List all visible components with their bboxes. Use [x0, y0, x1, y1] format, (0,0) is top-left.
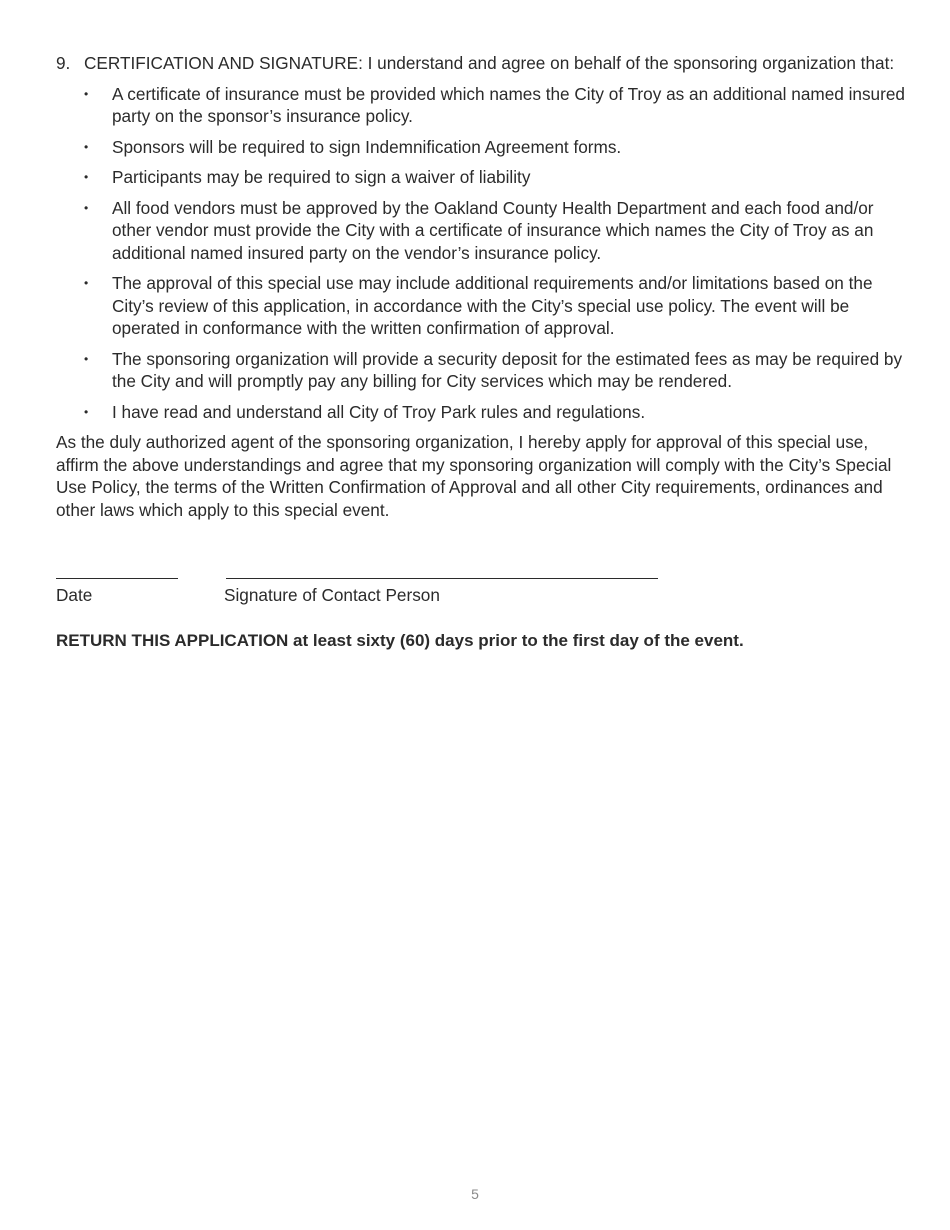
bullet-icon: •: [84, 351, 89, 366]
list-item-text: A certificate of insurance must be provided which names the City of Troy as an additional named insured party on the sponsor’s insurance policy.: [112, 83, 905, 126]
return-deadline-note: RETURN THIS APPLICATION at least sixty (60) days prior to the first day of the event.: [56, 631, 744, 650]
signature-line[interactable]: [226, 578, 658, 579]
bullet-icon: •: [84, 276, 89, 290]
section-heading: [56, 52, 906, 75]
section-number: 9.: [56, 53, 71, 73]
list-item-text: I have read and understand all City of Troy Park rules and regulations.: [112, 401, 646, 422]
requirements-list: [56, 83, 906, 424]
list-item: [56, 272, 906, 340]
list-item-text: The sponsoring organization will provide a security deposit for the estimated fees as may be required by the City and will promptly pay any billing for City services which may be rendered.: [112, 348, 903, 391]
list-item: [56, 83, 906, 128]
list-item: [56, 197, 906, 265]
list-item-text: All food vendors must be approved by the Oakland County Health Department and each food and/or other vendor must provide the City with a certificate of insurance which names the City of Troy as an additional named insured party on the vendor’s insurance policy.: [112, 197, 874, 263]
bullet-icon: •: [84, 170, 89, 184]
document-body: [56, 52, 906, 650]
list-item: [56, 166, 906, 189]
date-label: Date: [56, 585, 93, 605]
list-item: [56, 348, 906, 393]
signature-label: Signature of Contact Person: [224, 585, 440, 605]
date-line[interactable]: [56, 578, 178, 579]
signature-block: [56, 578, 906, 638]
list-item-text: The approval of this special use may include additional requirements and/or limitations based on the City’s review of this application, in accordance with the City’s special use policy. The event will be operated in conformance with the written confirmation of approval.: [112, 273, 873, 338]
bullet-icon: •: [84, 86, 89, 101]
bullet-icon: •: [84, 139, 89, 154]
list-item: [56, 136, 906, 159]
authorization-statement: As the duly authorized agent of the sponsoring organization, I hereby apply for approval of this special use, affirm the above understandings and agree that my sponsoring organization will comply with the City’s Special Use Policy, the terms of the Written Confirmation of Approval and all other City requirements, ordinances and other laws which apply to this special event.: [56, 432, 892, 520]
section-heading-text: CERTIFICATION AND SIGNATURE: I understand and agree on behalf of the sponsoring organization that:: [84, 53, 895, 73]
bullet-icon: •: [84, 200, 89, 215]
list-item-text: Sponsors will be required to sign Indemnification Agreement forms.: [112, 136, 622, 157]
list-item-text: Participants may be required to sign a waiver of liability: [112, 167, 531, 187]
bullet-icon: •: [84, 404, 89, 419]
page-number: 5: [471, 1186, 479, 1202]
list-item: [56, 401, 906, 424]
